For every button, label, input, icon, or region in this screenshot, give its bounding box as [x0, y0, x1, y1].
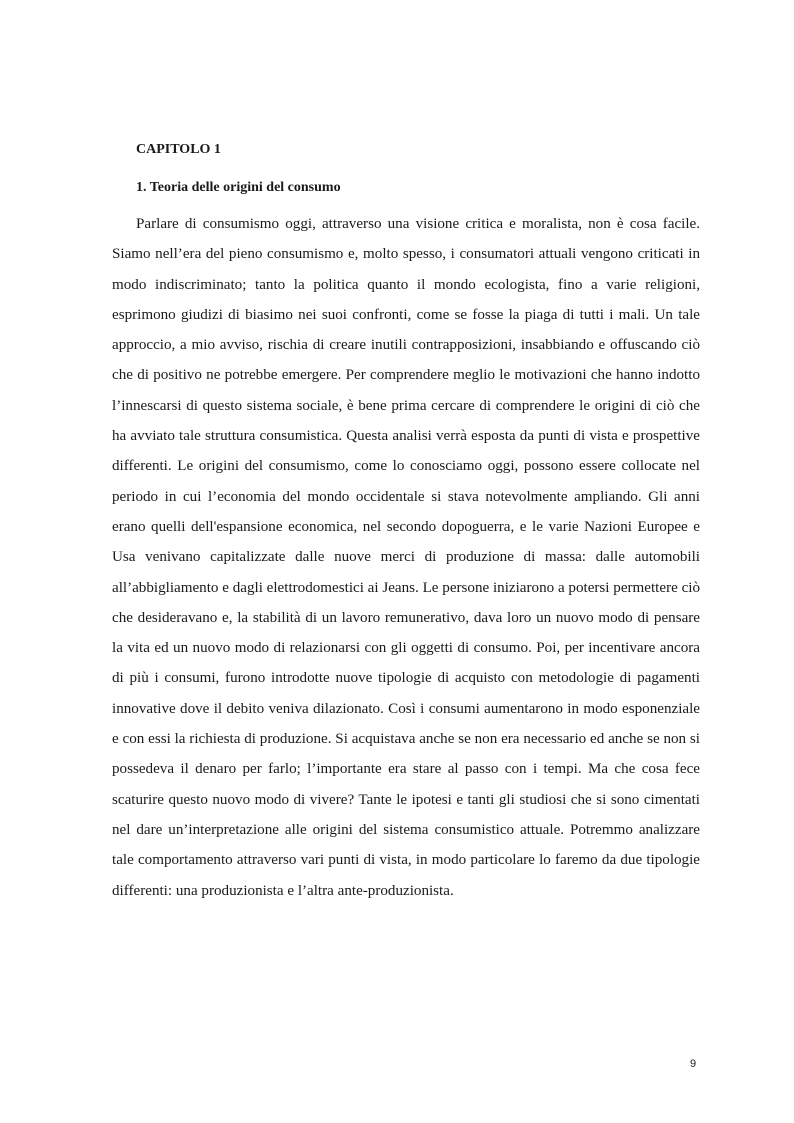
- body-paragraph: Parlare di consumismo oggi, attraverso una visione critica e moralista, non è cosa facile. Siamo nell’era del pieno consumismo e, molto spesso, i consumatori attuali vengono criticati in modo indiscriminato; tanto la politica quanto il mondo ecologista, fino a varie religioni, esprimono giudizi di biasimo nei suoi confronti, come se fosse la piaga di tutti i mali. Un tale approccio, a mio avviso, rischia di creare inutili contrapposizioni, insabbiando e offuscando ciò che di positivo ne potrebbe emergere. Per comprendere meglio le motivazioni che hanno indotto l’innescarsi di questo sistema sociale, è bene prima cercare di comprendere le origini di ciò che ha avviato tale struttura consumistica. Questa analisi verrà esposta da punti di vista e prospettive differenti. Le origini del consumismo, come lo conosciamo oggi, possono essere collocate nel periodo in cui l’economia del mondo occidentale si stava notevolmente ampliando. Gli anni erano quelli dell'espansione economica, nel secondo dopoguerra, e le varie Nazioni Europee e Usa venivano capitalizzate dalle nuove merci di produzione di massa: dalle automobili all’abbigliamento e dagli elettrodomestici ai Jeans. Le persone iniziarono a potersi permettere ciò che desideravano e, la stabilità di un lavoro remunerativo, dava loro un nuovo modo di pensare la vita ed un nuovo modo di relazionarsi con gli oggetti di consumo. Poi, per incentivare ancora di più i consumi, furono introdotte nuove tipologie di acquisto con metodologie di pagamenti innovative dove il debito veniva dilazionato. Così i consumi aumentarono in modo esponenziale e con essi la richiesta di produzione. Si acquistava anche se non era necessario ed anche se non si possedeva il denaro per farlo; l’importante era stare al passo con i tempi. Ma che cosa fece scaturire questo nuovo modo di vivere? Tante le ipotesi e tanti gli studiosi che si sono cimentati nel dare un’interpretazione alle origini del sistema consumistico attuale. Potremmo analizzare tale comportamento attraverso vari punti di vista, in modo particolare lo faremo da due tipologie differenti: una produzionista e l’altra ante-produzionista.: [112, 216, 701, 899]
- chapter-heading: CAPITOLO 1: [136, 142, 221, 157]
- page-number: 9: [690, 1058, 697, 1070]
- section-heading: 1. Teoria delle origini del consumo: [136, 180, 341, 195]
